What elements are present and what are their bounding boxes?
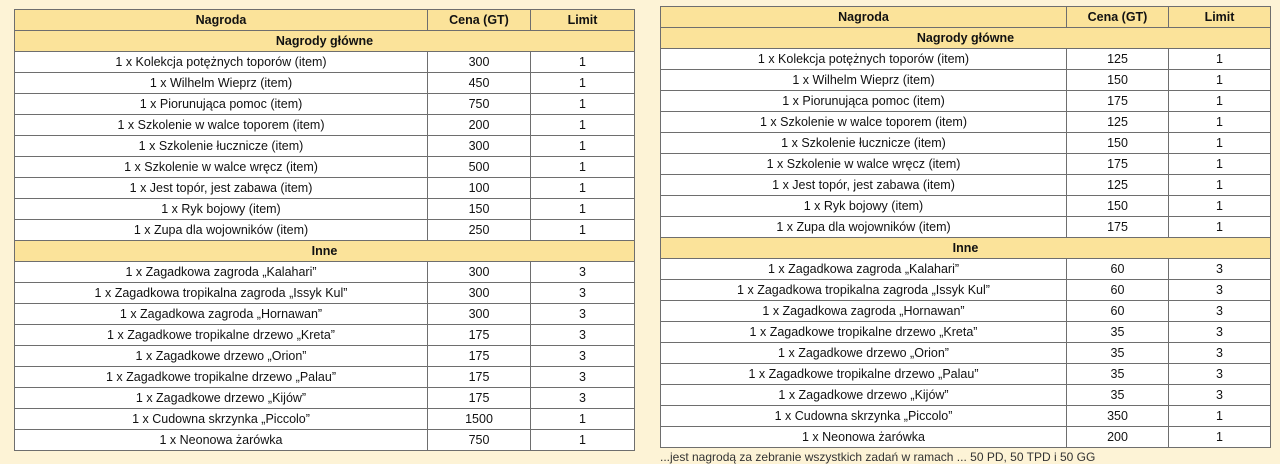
reward-name-cell: 1 x Ryk bojowy (item) <box>661 196 1067 217</box>
limit-cell: 3 <box>531 262 635 283</box>
price-cell: 60 <box>1067 301 1169 322</box>
reward-name-cell: 1 x Szkolenie w walce wręcz (item) <box>15 157 428 178</box>
reward-name-cell: 1 x Szkolenie łucznicze (item) <box>15 136 428 157</box>
reward-name-cell: 1 x Piorunująca pomoc (item) <box>661 91 1067 112</box>
table-row <box>15 262 635 283</box>
header-nagroda: Nagroda <box>15 10 428 31</box>
price-cell: 300 <box>428 52 531 73</box>
limit-cell: 3 <box>1169 259 1271 280</box>
reward-name-cell: 1 x Zagadkowa zagroda „Hornawan” <box>15 304 428 325</box>
table-row <box>15 115 635 136</box>
price-cell: 125 <box>1067 112 1169 133</box>
price-cell: 60 <box>1067 280 1169 301</box>
price-cell: 175 <box>428 388 531 409</box>
table-row <box>15 430 635 451</box>
section-title: Nagrody główne <box>661 28 1271 49</box>
price-cell: 250 <box>428 220 531 241</box>
limit-cell: 3 <box>1169 343 1271 364</box>
table-row <box>15 325 635 346</box>
table-row <box>15 220 635 241</box>
limit-cell: 3 <box>1169 301 1271 322</box>
limit-cell: 1 <box>531 220 635 241</box>
section-row <box>15 241 635 262</box>
limit-cell: 1 <box>1169 70 1271 91</box>
limit-cell: 3 <box>531 283 635 304</box>
table-row <box>15 283 635 304</box>
price-cell: 150 <box>428 199 531 220</box>
header-limit: Limit <box>1169 7 1271 28</box>
reward-name-cell: 1 x Zagadkowe tropikalne drzewo „Palau” <box>661 364 1067 385</box>
table-row <box>15 157 635 178</box>
limit-cell: 1 <box>531 73 635 94</box>
reward-name-cell: 1 x Szkolenie łucznicze (item) <box>661 133 1067 154</box>
table-row <box>15 73 635 94</box>
reward-name-cell: 1 x Wilhelm Wieprz (item) <box>661 70 1067 91</box>
price-cell: 1500 <box>428 409 531 430</box>
reward-name-cell: 1 x Neonowa żarówka <box>661 427 1067 448</box>
limit-cell: 1 <box>1169 91 1271 112</box>
price-cell: 150 <box>1067 70 1169 91</box>
price-cell: 350 <box>1067 406 1169 427</box>
section-row <box>661 238 1271 259</box>
header-row <box>15 10 635 31</box>
price-cell: 500 <box>428 157 531 178</box>
rewards-table-right <box>660 6 1271 448</box>
table-row <box>15 178 635 199</box>
price-cell: 175 <box>428 367 531 388</box>
price-cell: 300 <box>428 262 531 283</box>
header-cena: Cena (GT) <box>1067 7 1169 28</box>
price-cell: 300 <box>428 304 531 325</box>
limit-cell: 3 <box>1169 364 1271 385</box>
table-row <box>15 388 635 409</box>
limit-cell: 1 <box>531 409 635 430</box>
section-title: Nagrody główne <box>15 31 635 52</box>
limit-cell: 3 <box>531 388 635 409</box>
limit-cell: 1 <box>1169 175 1271 196</box>
reward-name-cell: 1 x Zagadkowe tropikalne drzewo „Kreta” <box>661 322 1067 343</box>
price-cell: 125 <box>1067 175 1169 196</box>
rewards-body-right <box>661 28 1271 448</box>
table-row <box>661 427 1271 448</box>
price-cell: 175 <box>428 325 531 346</box>
reward-name-cell: 1 x Szkolenie w walce toporem (item) <box>15 115 428 136</box>
reward-name-cell: 1 x Cudowna skrzynka „Piccolo” <box>15 409 428 430</box>
price-cell: 175 <box>1067 154 1169 175</box>
header-nagroda: Nagroda <box>661 7 1067 28</box>
limit-cell: 1 <box>1169 406 1271 427</box>
reward-name-cell: 1 x Zagadkowa zagroda „Hornawan” <box>661 301 1067 322</box>
price-cell: 35 <box>1067 343 1169 364</box>
limit-cell: 1 <box>1169 196 1271 217</box>
reward-name-cell: 1 x Ryk bojowy (item) <box>15 199 428 220</box>
section-title: Inne <box>15 241 635 262</box>
limit-cell: 3 <box>531 325 635 346</box>
reward-name-cell: 1 x Szkolenie w walce wręcz (item) <box>661 154 1067 175</box>
table-row <box>661 91 1271 112</box>
limit-cell: 1 <box>1169 133 1271 154</box>
limit-cell: 1 <box>531 199 635 220</box>
reward-name-cell: 1 x Zagadkowe drzewo „Kijów” <box>661 385 1067 406</box>
reward-name-cell: 1 x Zagadkowe drzewo „Orion” <box>661 343 1067 364</box>
price-cell: 200 <box>428 115 531 136</box>
limit-cell: 1 <box>531 157 635 178</box>
reward-name-cell: 1 x Zupa dla wojowników (item) <box>661 217 1067 238</box>
reward-name-cell: 1 x Kolekcja potężnych toporów (item) <box>15 52 428 73</box>
header-limit: Limit <box>531 10 635 31</box>
table-row <box>661 196 1271 217</box>
table-row <box>15 199 635 220</box>
header-row <box>661 7 1271 28</box>
reward-name-cell: 1 x Zagadkowe drzewo „Kijów” <box>15 388 428 409</box>
reward-name-cell: 1 x Zagadkowe drzewo „Orion” <box>15 346 428 367</box>
table-row <box>15 52 635 73</box>
section-row <box>661 28 1271 49</box>
limit-cell: 1 <box>531 430 635 451</box>
price-cell: 450 <box>428 73 531 94</box>
reward-name-cell: 1 x Zagadkowe tropikalne drzewo „Kreta” <box>15 325 428 346</box>
limit-cell: 1 <box>531 115 635 136</box>
reward-name-cell: 1 x Zagadkowe tropikalne drzewo „Palau” <box>15 367 428 388</box>
limit-cell: 3 <box>1169 280 1271 301</box>
table-row <box>661 49 1271 70</box>
limit-cell: 3 <box>1169 385 1271 406</box>
rewards-table-left <box>14 9 635 451</box>
table-row <box>15 367 635 388</box>
table-row <box>15 136 635 157</box>
table-row <box>661 259 1271 280</box>
limit-cell: 3 <box>1169 322 1271 343</box>
table-row <box>15 304 635 325</box>
price-cell: 750 <box>428 94 531 115</box>
limit-cell: 3 <box>531 367 635 388</box>
price-cell: 200 <box>1067 427 1169 448</box>
price-cell: 125 <box>1067 49 1169 70</box>
price-cell: 35 <box>1067 322 1169 343</box>
reward-name-cell: 1 x Zagadkowa tropikalna zagroda „Issyk Kul” <box>15 283 428 304</box>
table-row <box>661 217 1271 238</box>
table-row <box>661 385 1271 406</box>
reward-name-cell: 1 x Zupa dla wojowników (item) <box>15 220 428 241</box>
reward-name-cell: 1 x Cudowna skrzynka „Piccolo” <box>661 406 1067 427</box>
limit-cell: 1 <box>1169 49 1271 70</box>
table-row <box>661 175 1271 196</box>
price-cell: 175 <box>1067 217 1169 238</box>
reward-name-cell: 1 x Neonowa żarówka <box>15 430 428 451</box>
table-row <box>661 280 1271 301</box>
table-row <box>661 322 1271 343</box>
reward-name-cell: 1 x Piorunująca pomoc (item) <box>15 94 428 115</box>
price-cell: 300 <box>428 136 531 157</box>
limit-cell: 1 <box>531 136 635 157</box>
price-cell: 60 <box>1067 259 1169 280</box>
price-cell: 100 <box>428 178 531 199</box>
price-cell: 35 <box>1067 385 1169 406</box>
limit-cell: 3 <box>531 304 635 325</box>
limit-cell: 1 <box>1169 217 1271 238</box>
footer-text: ...jest nagrodą za zebranie wszystkich zadań w ramach ... 50 PD, 50 TPD i 50 GG <box>660 450 1096 464</box>
limit-cell: 1 <box>1169 154 1271 175</box>
reward-name-cell: 1 x Jest topór, jest zabawa (item) <box>15 178 428 199</box>
table-row <box>661 406 1271 427</box>
rewards-body-left <box>15 31 635 451</box>
reward-name-cell: 1 x Szkolenie w walce toporem (item) <box>661 112 1067 133</box>
table-row <box>15 94 635 115</box>
section-row <box>15 31 635 52</box>
price-cell: 175 <box>428 346 531 367</box>
price-cell: 150 <box>1067 196 1169 217</box>
price-cell: 750 <box>428 430 531 451</box>
table-row <box>661 70 1271 91</box>
header-cena: Cena (GT) <box>428 10 531 31</box>
table-row <box>661 154 1271 175</box>
section-title: Inne <box>661 238 1271 259</box>
price-cell: 175 <box>1067 91 1169 112</box>
limit-cell: 1 <box>1169 112 1271 133</box>
table-row <box>661 112 1271 133</box>
table-row <box>661 364 1271 385</box>
reward-name-cell: 1 x Zagadkowa zagroda „Kalahari” <box>15 262 428 283</box>
limit-cell: 3 <box>531 346 635 367</box>
limit-cell: 1 <box>531 52 635 73</box>
table-row <box>661 133 1271 154</box>
reward-name-cell: 1 x Jest topór, jest zabawa (item) <box>661 175 1067 196</box>
table-row <box>661 301 1271 322</box>
reward-name-cell: 1 x Zagadkowa zagroda „Kalahari” <box>661 259 1067 280</box>
table-row <box>661 343 1271 364</box>
table-row <box>15 346 635 367</box>
price-cell: 35 <box>1067 364 1169 385</box>
reward-name-cell: 1 x Kolekcja potężnych toporów (item) <box>661 49 1067 70</box>
reward-name-cell: 1 x Wilhelm Wieprz (item) <box>15 73 428 94</box>
table-row <box>15 409 635 430</box>
price-cell: 300 <box>428 283 531 304</box>
limit-cell: 1 <box>531 94 635 115</box>
limit-cell: 1 <box>1169 427 1271 448</box>
limit-cell: 1 <box>531 178 635 199</box>
price-cell: 150 <box>1067 133 1169 154</box>
reward-name-cell: 1 x Zagadkowa tropikalna zagroda „Issyk Kul” <box>661 280 1067 301</box>
